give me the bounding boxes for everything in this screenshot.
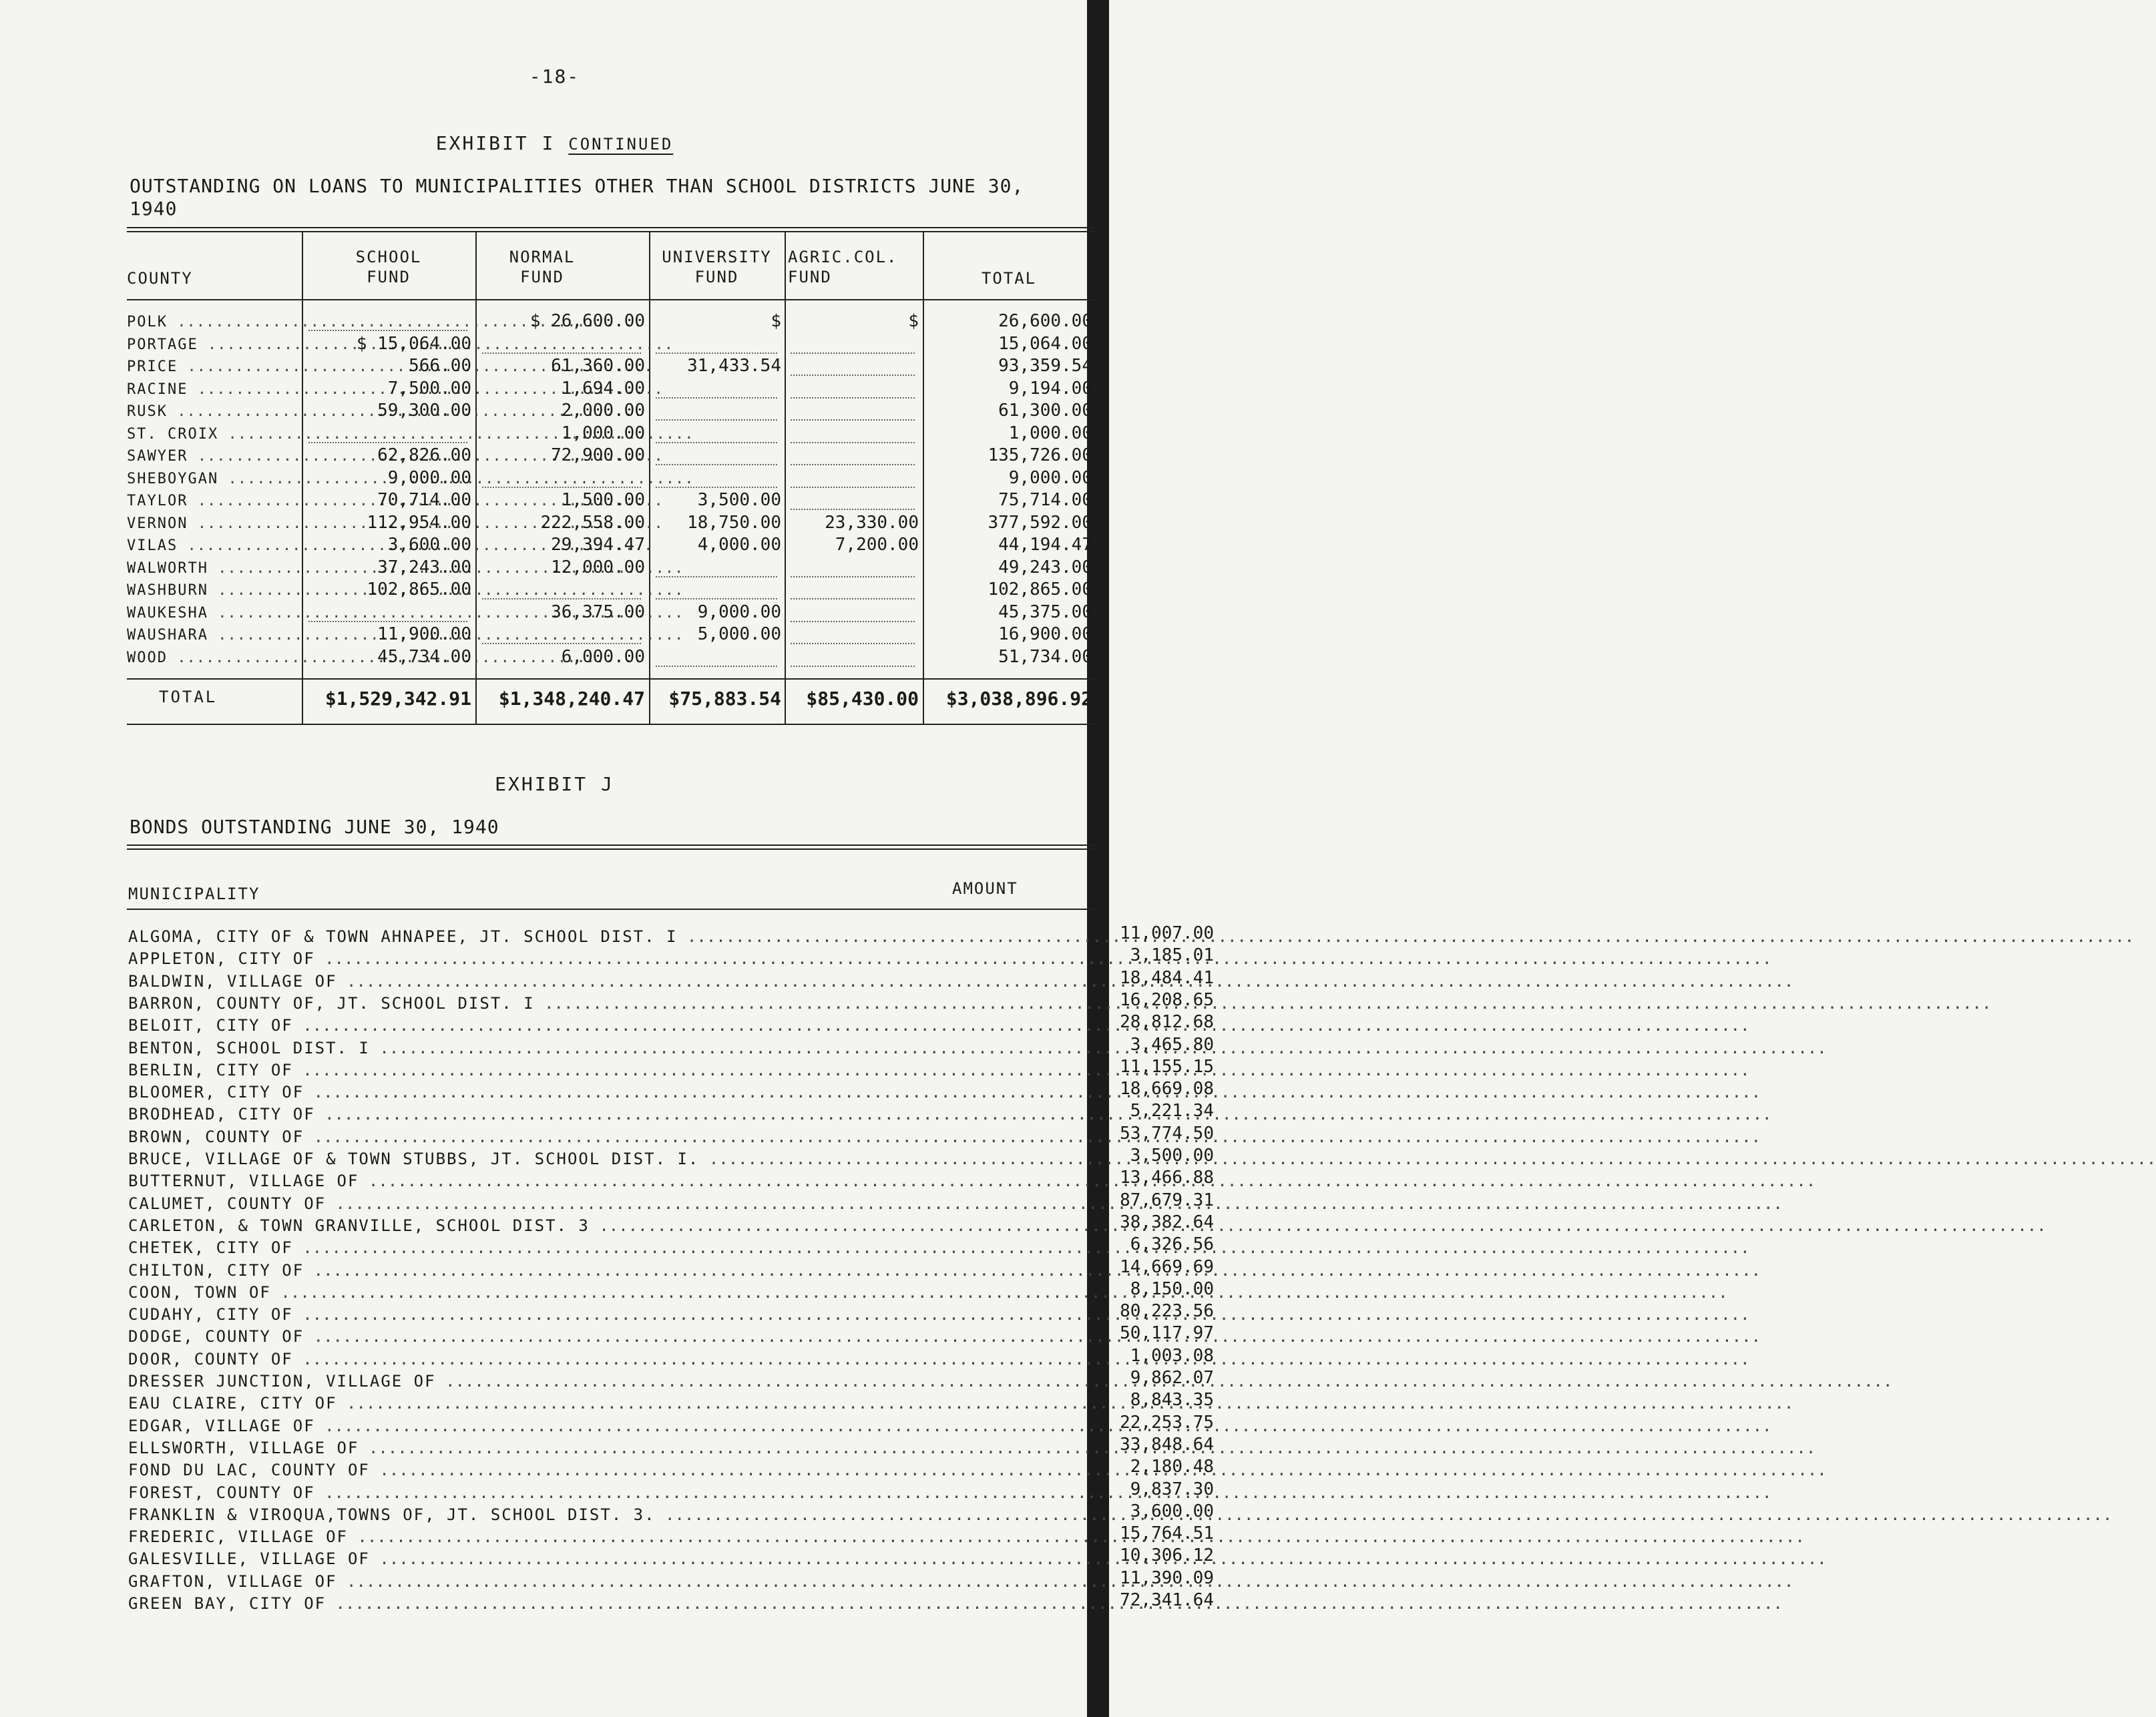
municipality-name: BARRON, COUNTY OF, JT. SCHOOL DIST. I .....	[128, 994, 903, 1013]
total-value: 44,194.47	[998, 535, 1092, 555]
bond-amount: 3,185.01	[1130, 945, 1214, 966]
agric-value: 23,330.00	[825, 512, 919, 533]
university-value: 31,433.54	[687, 356, 781, 376]
header-university-fund	[649, 247, 785, 287]
page-number: -18-	[529, 65, 580, 87]
school-value: 112,954.00	[367, 512, 471, 533]
agric-value	[791, 334, 915, 354]
school-value	[308, 311, 467, 331]
total-value: 49,243.00	[998, 557, 1092, 577]
header-normal-fund-line1: NORMAL	[509, 248, 576, 266]
bond-amount: 11,155.15	[1120, 1056, 1214, 1077]
total-value: 16,900.00	[998, 624, 1092, 644]
header-school-fund-line1: SCHOOL	[355, 248, 422, 266]
total-label: TOTAL	[159, 688, 218, 706]
total-value: 135,726.00	[988, 445, 1092, 465]
table-row	[127, 445, 1095, 467]
total-value: 45,375.00	[998, 601, 1092, 622]
bond-amount: 3,500.00	[1130, 1146, 1214, 1166]
total-university: $75,883.54	[668, 688, 781, 710]
table-row	[127, 423, 1095, 445]
municipality-name: BERLIN, CITY OF .....	[128, 1061, 903, 1079]
county-name: POLK .....	[127, 314, 297, 330]
agric-value	[791, 557, 915, 577]
university-value	[656, 423, 777, 443]
university-value	[656, 557, 777, 577]
bond-amount: 11,007.00	[1120, 923, 1214, 943]
header-municipality: MUNICIPALITY	[128, 885, 260, 903]
county-name: RACINE .....	[127, 381, 297, 398]
county-name: VILAS .....	[127, 537, 297, 554]
municipality-name: BLOOMER, CITY OF .....	[128, 1083, 903, 1101]
header-agric-col-fund	[788, 247, 918, 287]
table-row	[127, 468, 1095, 490]
bond-amount: 14,669.69	[1120, 1256, 1214, 1277]
j-top-rule-2	[127, 848, 1095, 850]
municipality-name: BENTON, SCHOOL DIST. I .....	[128, 1039, 903, 1057]
total-school: $1,529,342.91	[325, 688, 471, 710]
municipality-name: FOREST, COUNTY OF .....	[128, 1483, 903, 1502]
header-agric-col-fund-line1: AGRIC.COL.	[788, 248, 898, 266]
bond-amount: 15,764.51	[1120, 1523, 1214, 1544]
bond-amount: 6,326.56	[1130, 1234, 1214, 1255]
bond-amount: 11,390.09	[1120, 1567, 1214, 1588]
bond-amount: 9,862.07	[1130, 1368, 1214, 1388]
municipality-name: EDGAR, VILLAGE OF .....	[128, 1417, 903, 1435]
bond-amount: 3,465.80	[1130, 1034, 1214, 1055]
bond-amount: 13,466.88	[1120, 1168, 1214, 1188]
normal-value	[482, 579, 641, 599]
agric-value	[791, 490, 915, 510]
bond-amount: 80,223.56	[1120, 1301, 1214, 1322]
bond-amount: 1,003.08	[1130, 1345, 1214, 1366]
table-row	[127, 490, 1095, 512]
municipality-name: BALDWIN, VILLAGE OF .....	[128, 972, 903, 991]
bond-amount: 3,600.00	[1130, 1501, 1214, 1521]
table-top-rule-2	[127, 231, 1095, 232]
normal-value	[482, 334, 641, 354]
normal-value: 72,900.00	[551, 445, 645, 465]
school-value: 9,000.00	[387, 467, 471, 488]
municipality-name: FRANKLIN & VIROQUA,TOWNS OF, JT. SCHOOL DIST. 3. .....	[128, 1505, 903, 1524]
municipality-name: GREEN BAY, CITY OF .....	[128, 1594, 903, 1613]
county-name: WASHBURN .....	[127, 582, 297, 599]
municipality-name: CUDAHY, CITY OF .....	[128, 1305, 903, 1324]
bond-amount: 50,117.97	[1120, 1323, 1214, 1344]
header-normal-fund-line2: FUND	[520, 268, 564, 286]
bond-amount: 28,812.68	[1120, 1012, 1214, 1033]
total-value: 75,714.00	[998, 490, 1092, 510]
school-value: 102,865.00	[367, 579, 471, 599]
university-value	[656, 401, 777, 421]
municipality-name: DODGE, COUNTY OF .....	[128, 1327, 903, 1346]
normal-value	[482, 624, 641, 644]
bond-amount: 72,341.64	[1120, 1590, 1214, 1610]
university-value	[656, 647, 777, 667]
bond-amount: 18,484.41	[1120, 967, 1214, 988]
exhibit-i-subtitle: OUTSTANDING ON LOANS TO MUNICIPALITIES OTHER THAN SCHOOL DISTRICTS JUNE 30, 1940	[130, 175, 1024, 220]
school-value: 11,900.00	[377, 624, 471, 644]
agric-value	[791, 468, 915, 488]
table-row	[127, 579, 1095, 601]
municipality-name: BROWN, COUNTY OF .....	[128, 1128, 903, 1146]
municipality-name: APPLETON, CITY OF .....	[128, 949, 903, 968]
total-value: 61,300.00	[998, 401, 1092, 421]
normal-value	[482, 468, 641, 488]
total-value: 26,600.00	[998, 311, 1092, 331]
county-name: PORTAGE .....	[127, 336, 297, 353]
header-school-fund	[302, 247, 475, 287]
exhibit-j-title: EXHIBIT J	[495, 773, 614, 795]
agric-value: $	[908, 311, 919, 331]
agric-value	[791, 445, 915, 465]
university-value	[656, 445, 777, 465]
normal-value: 36,375.00	[551, 601, 645, 622]
bond-amount: 33,848.64	[1120, 1434, 1214, 1455]
university-value: 5,000.00	[697, 624, 781, 644]
bond-amount: 8,843.35	[1130, 1390, 1214, 1411]
municipality-name: DOOR, COUNTY OF .....	[128, 1350, 903, 1369]
university-value: $	[771, 311, 781, 331]
university-value	[656, 468, 777, 488]
municipality-name: FOND DU LAC, COUNTY OF .....	[128, 1461, 903, 1479]
table-row	[127, 557, 1095, 579]
municipality-name: GALESVILLE, VILLAGE OF .....	[128, 1549, 903, 1568]
bond-amount: 10,306.12	[1120, 1545, 1214, 1566]
normal-value: $ 26,600.00	[529, 311, 645, 331]
bond-amount: 5,221.34	[1130, 1101, 1214, 1122]
bond-amount: 87,679.31	[1120, 1190, 1214, 1210]
table-row	[127, 401, 1095, 423]
municipality-name: CHILTON, CITY OF .....	[128, 1261, 903, 1280]
school-value: $ 15,064.00	[356, 333, 471, 354]
normal-value: 6,000.00	[561, 646, 645, 667]
municipality-name: COON, TOWN OF .....	[128, 1283, 903, 1302]
normal-value: 12,000.00	[551, 557, 645, 577]
total-value: 93,359.54	[998, 356, 1092, 376]
bond-amount: 18,669.08	[1120, 1079, 1214, 1099]
normal-value: 1,500.00	[561, 490, 645, 510]
school-value: 45,734.00	[377, 646, 471, 667]
exhibit-i-table	[127, 227, 1095, 731]
municipality-name: ELLSWORTH, VILLAGE OF .....	[128, 1439, 903, 1457]
municipality-name: BELOIT, CITY OF .....	[128, 1016, 903, 1035]
bond-amount: 53,774.50	[1120, 1123, 1214, 1144]
normal-value: 29,394.47	[551, 535, 645, 555]
header-university-fund-line1: UNIVERSITY	[662, 248, 772, 266]
agric-value	[791, 423, 915, 443]
header-total: TOTAL	[981, 269, 1037, 288]
bond-amount: 16,208.65	[1120, 989, 1214, 1010]
university-value: 4,000.00	[697, 535, 781, 555]
school-value: 59,300.00	[377, 401, 471, 421]
bond-amount: 9,837.30	[1130, 1479, 1214, 1499]
agric-value	[791, 379, 915, 399]
university-value: 18,750.00	[687, 512, 781, 533]
municipality-name: EAU CLAIRE, CITY OF .....	[128, 1394, 903, 1413]
municipality-name: ALGOMA, CITY OF & TOWN AHNAPEE, JT. SCHOOL DIST. I .....	[128, 927, 903, 946]
county-name: SHEBOYGAN .....	[127, 471, 297, 487]
header-rule	[127, 299, 1095, 300]
agric-value	[791, 624, 915, 644]
university-value	[656, 379, 777, 399]
table-row	[127, 356, 1095, 378]
school-value: 566.00	[409, 356, 471, 376]
total-grand: $3,038,896.92	[945, 688, 1092, 710]
total-value: 9,000.00	[1008, 467, 1092, 488]
agric-value	[791, 401, 915, 421]
agric-value: 7,200.00	[835, 535, 919, 555]
table-row	[127, 602, 1095, 624]
j-header-rule	[127, 909, 1095, 910]
county-name: VERNON .....	[127, 515, 297, 532]
school-value: 7,500.00	[387, 378, 471, 399]
total-value: 15,064.00	[998, 333, 1092, 354]
table-row	[127, 513, 1095, 535]
header-agric-col-fund-line2: FUND	[788, 268, 832, 286]
school-value: 62,826.00	[377, 445, 471, 465]
municipality-name: CHETEK, CITY OF .....	[128, 1238, 903, 1257]
table-row	[127, 535, 1095, 557]
j-top-rule	[127, 844, 1095, 846]
table-row	[127, 379, 1095, 401]
agric-value	[791, 602, 915, 622]
municipality-name: BUTTERNUT, VILLAGE OF .....	[128, 1172, 903, 1190]
municipality-name: DRESSER JUNCTION, VILLAGE OF .....	[128, 1372, 903, 1391]
header-school-fund-line2: FUND	[367, 268, 411, 286]
county-name: TAYLOR .....	[127, 493, 297, 509]
school-value: 3,600.00	[387, 535, 471, 555]
table-row	[127, 624, 1095, 646]
header-amount: AMOUNT	[952, 879, 1018, 898]
municipality-name: CALUMET, COUNTY OF .....	[128, 1194, 903, 1213]
school-value	[308, 602, 467, 622]
exhibit-i-total-row	[127, 688, 1095, 714]
school-value: 70,714.00	[377, 490, 471, 510]
table-row	[127, 311, 1095, 333]
county-name: WALWORTH .....	[127, 560, 297, 577]
county-name: WOOD .....	[127, 650, 297, 666]
agric-value	[791, 356, 915, 376]
university-value: 3,500.00	[697, 490, 781, 510]
school-value	[308, 423, 467, 443]
table-row	[127, 334, 1095, 356]
county-name: WAUKESHA .....	[127, 605, 297, 622]
agric-value	[791, 647, 915, 667]
bond-amount: 8,150.00	[1130, 1278, 1214, 1299]
table-top-rule	[127, 227, 1095, 228]
total-value: 102,865.00	[988, 579, 1092, 599]
county-name: PRICE .....	[127, 358, 297, 375]
exhibit-i-title	[0, 132, 1109, 154]
bond-amount: 22,253.75	[1120, 1412, 1214, 1433]
county-name: RUSK .....	[127, 403, 297, 420]
university-value	[656, 334, 777, 354]
total-normal: $1,348,240.47	[498, 688, 645, 710]
normal-value: 2,000.00	[561, 401, 645, 421]
total-agric: $85,430.00	[806, 688, 919, 710]
total-bottom-rule	[127, 724, 1095, 725]
normal-value: 61,360.00	[551, 356, 645, 376]
table-row	[127, 647, 1095, 669]
exhibit-i-title-suffix: CONTINUED	[568, 135, 674, 154]
municipality-name: BRUCE, VILLAGE OF & TOWN STUBBS, JT. SCHOOL DIST. I. .....	[128, 1150, 903, 1168]
school-value: 37,243.00	[377, 557, 471, 577]
agric-value	[791, 579, 915, 599]
header-normal-fund	[475, 247, 609, 287]
total-value: 1,000.00	[1008, 423, 1092, 443]
exhibit-j-subtitle: BONDS OUTSTANDING JUNE 30, 1940	[130, 816, 499, 838]
municipality-name: FREDERIC, VILLAGE OF .....	[128, 1527, 903, 1546]
normal-value: 1,000.00	[561, 423, 645, 443]
total-top-rule	[127, 678, 1095, 680]
total-value: 9,194.00	[1008, 378, 1092, 399]
county-name: ST. CROIX .....	[127, 426, 297, 443]
university-value	[656, 579, 777, 599]
header-university-fund-line2: FUND	[694, 268, 739, 286]
university-value: 9,000.00	[697, 601, 781, 622]
normal-value: 1,694.00	[561, 378, 645, 399]
municipality-name: BRODHEAD, CITY OF .....	[128, 1105, 903, 1124]
bond-amount: 2,180.48	[1130, 1457, 1214, 1477]
county-name: SAWYER .....	[127, 448, 297, 465]
total-value: 377,592.00	[988, 512, 1092, 533]
bond-amount: 38,382.64	[1120, 1212, 1214, 1232]
normal-value: 222,558.00	[540, 512, 645, 533]
header-county: COUNTY	[127, 269, 193, 288]
municipality-name: CARLETON, & TOWN GRANVILLE, SCHOOL DIST. 3 .....	[128, 1216, 903, 1235]
municipality-name: GRAFTON, VILLAGE OF .....	[128, 1572, 903, 1591]
exhibit-i-title-text: EXHIBIT I	[435, 132, 556, 154]
total-value: 51,734.00	[998, 646, 1092, 667]
county-name: WAUSHARA .....	[127, 627, 297, 644]
